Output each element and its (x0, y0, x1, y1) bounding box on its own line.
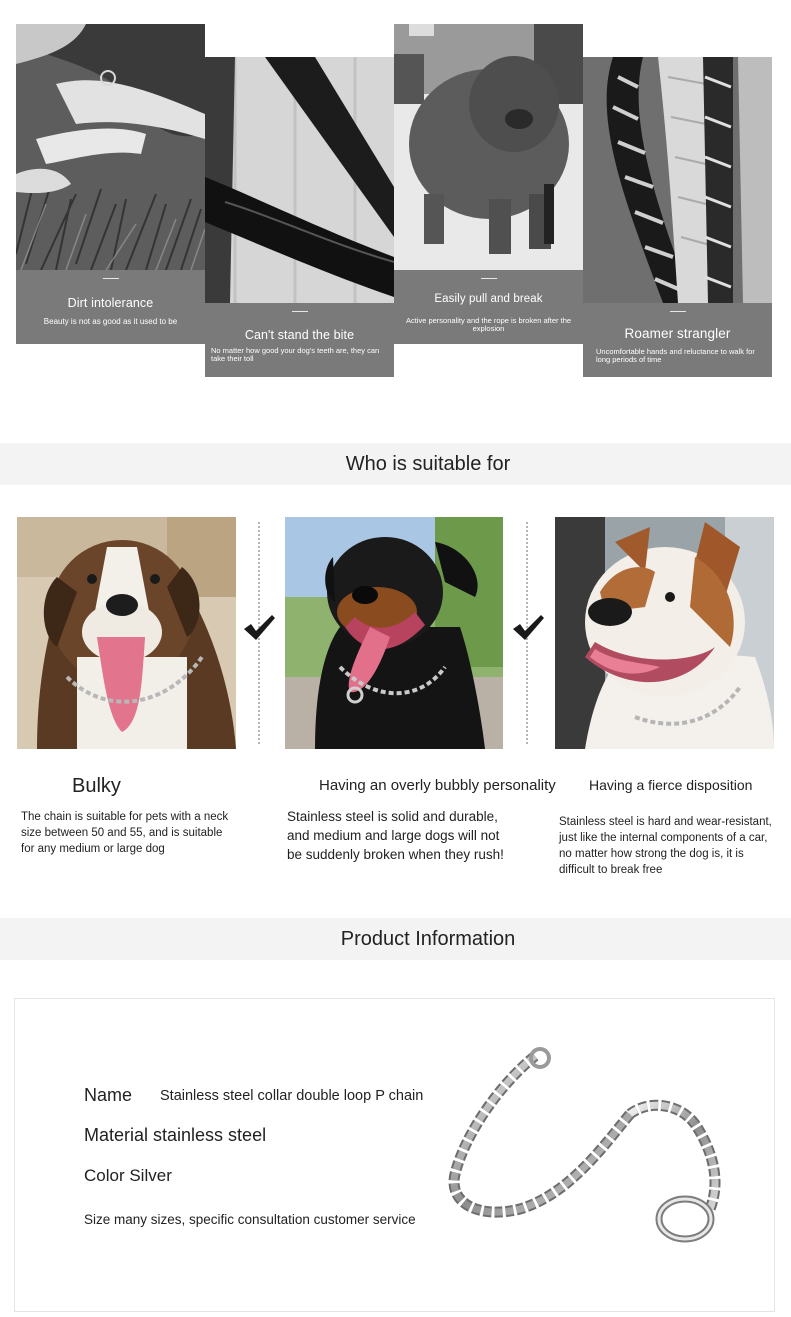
problem-card-dirt (16, 24, 205, 344)
caption-dash (481, 278, 497, 279)
checkmark-icon (511, 612, 545, 642)
product-heading: Product Information (340, 928, 516, 950)
problem-subtitle: No matter how good your dog's teeth are, they can take their toll (211, 346, 380, 363)
problem-photo-braided-ropes (583, 57, 772, 303)
problem-title: Easily pull and break (434, 293, 543, 305)
problem-caption (16, 270, 205, 344)
problem-photo-chewed-leash (205, 57, 394, 303)
suitable-description: The chain is suitable for pets with a neck size between 50 and 55, and is suitable for any medium or large dog (21, 811, 229, 855)
caption-dash (670, 311, 686, 312)
checkmark-icon (242, 612, 276, 642)
problem-caption (583, 303, 772, 377)
problem-subtitle: Beauty is not as good as it used to be (43, 317, 178, 326)
problem-caption (205, 303, 394, 377)
product-name-label: Name (84, 1085, 133, 1105)
problem-photo-fluffy-dog (394, 24, 583, 270)
problem-caption (394, 270, 583, 344)
dog-photo-bulky (17, 517, 236, 749)
problem-card-bite (205, 57, 394, 377)
problem-title: Dirt intolerance (67, 296, 154, 310)
problem-card-strangle (583, 57, 772, 377)
problems-section (0, 0, 791, 400)
product-header (0, 918, 791, 960)
suitable-description: Stainless steel is hard and wear-resistant, just like the internal components of a car, no matter how strong the dog is, it is difficult to break free (559, 816, 772, 876)
problem-title: Can't stand the bite (244, 328, 355, 342)
product-info-panel (14, 998, 775, 1312)
problem-subtitle: Active personality and the rope is broken after the explosion (405, 316, 572, 333)
suitable-heading: Who is suitable for (345, 453, 511, 475)
problem-card-pull (394, 24, 583, 344)
product-size: Size many sizes, specific consultation customer service (84, 1212, 416, 1227)
product-name-value: Stainless steel collar double loop P chain (160, 1088, 424, 1104)
suitable-description: Stainless steel is solid and durable, and medium and large dogs will not be suddenly broken when they rush! (287, 809, 504, 862)
problem-subtitle: Uncomfortable hands and reluctance to walk for long periods of time (596, 347, 755, 364)
caption-dash (103, 278, 119, 279)
product-material: Material stainless steel (84, 1125, 267, 1145)
suitable-title: Having an overly bubbly personality (319, 777, 556, 794)
problem-photo-dog-grass (16, 24, 205, 270)
problem-title: Roamer strangler (624, 326, 731, 341)
product-color: Color Silver (84, 1166, 172, 1185)
dog-photo-fierce (555, 517, 774, 749)
dog-photo-bubbly (285, 517, 503, 749)
suitable-header (0, 443, 791, 485)
caption-dash (292, 311, 308, 312)
suitable-title: Having a fierce disposition (589, 777, 753, 793)
suitable-title: Bulky (72, 775, 121, 797)
chain-collar-image (440, 1044, 740, 1254)
